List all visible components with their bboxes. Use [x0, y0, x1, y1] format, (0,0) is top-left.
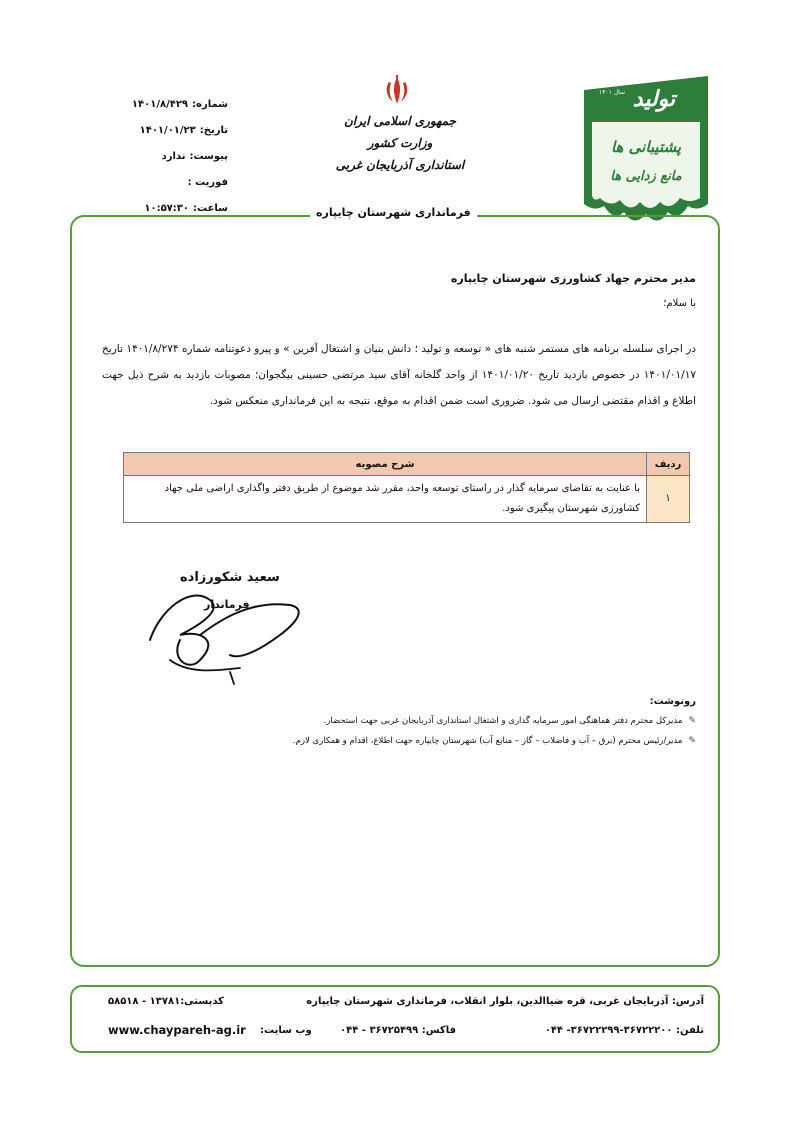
office-title: فرمانداری شهرستان چایپاره [310, 206, 477, 219]
letter-body: در اجرای سلسله برنامه های مستمر شنبه های « توسعه و تولید ؛ دانش بنیان و اشتغال آفرین » و پیرو دعوتنامه شماره ۱۴۰۱/۸/۲۷۴ تاریخ ۱۴۰۱/۰۱/۱۷ در خصوص بازدید تاریخ ۱۴۰۱/۰۱/۲۰ از واحد گلخانه آقای سید مرتضی حسینی بیگجوان؛ مصوبات بازدید به شرح ذیل جهت اطلاع و اقدام مقتضی ارسال می شود. ضروری است ضمن اقدام به موقع، نتیجه به این فرمانداری منعکس شود. [102, 343, 697, 407]
footer-phone: تلفن: ۳۶۷۲۲۲۰۰-۳۶۷۲۲۲۹۹- ۰۴۴ [544, 1025, 704, 1036]
signer-name: سعید شکورزاده [180, 570, 280, 585]
header-description: شرح مصوبه [124, 453, 647, 476]
footer-postal-code: کدپستی:۱۳۷۸۱ - ۵۸۵۱۸ [108, 996, 224, 1007]
resolutions-table [123, 452, 690, 523]
ministry-heading [320, 110, 480, 176]
signer-title: فرماندار [204, 598, 250, 611]
row-text: با عنایت به تقاضای سرمایه گذار در راستای توسعه واحد، مقرر شد موضوع از طریق دفتر واگذاری اراضی ملی جهاد کشاورزی شهرستان پیگیری شود. [124, 476, 647, 523]
meta-attachment: پیوست: ندارد [161, 151, 228, 162]
footer-website-label: وب سایت: [260, 1025, 312, 1036]
badge-line-2: پشتیبانی ها [610, 138, 682, 156]
heading-country: جمهوری اسلامی ایران [343, 114, 457, 128]
recipient: مدیر محترم جهاد کشاورزی شهرستان چایپاره [450, 272, 696, 285]
badge-line-3: مانع زدایی ها [610, 169, 682, 184]
cc-item [323, 716, 696, 726]
meta-number: شماره: ۱۴۰۱/۸/۴۲۹ [131, 99, 228, 110]
iran-emblem-icon [380, 74, 414, 108]
cc-item-text: مدیرکل محترم دفتر هماهنگی امور سرمایه گذاری و اشتغال استانداری آذربایجان غربی جهت استحضار. [323, 716, 683, 726]
heading-province: استانداری آذربایجان غربی [335, 158, 465, 172]
table-row [124, 476, 690, 523]
footer-address: آدرس: آذربایجان غربی، قره ضیاالدین، بلوار انقلاب، فرمانداری شهرستان چایپاره [306, 996, 704, 1007]
greeting: با سلام؛ [663, 298, 696, 309]
cc-label: رونوشت: [649, 696, 696, 707]
pen-icon: ✎ [688, 736, 696, 746]
table-header-row [124, 453, 690, 476]
badge-year: سال ۱۴۰۱ [598, 89, 626, 96]
cc-item [293, 736, 696, 746]
meta-date: تاریخ: ۱۴۰۱/۰۱/۲۳ [139, 125, 228, 136]
handwritten-signature [130, 580, 320, 690]
row-number: ۱ [647, 476, 690, 523]
pen-icon: ✎ [688, 716, 696, 726]
header-row-number: ردیف [647, 453, 690, 476]
letter-meta [118, 92, 228, 222]
footer-website-link[interactable]: www.chaypareh-ag.ir [108, 1023, 246, 1037]
footer-fax: فاکس: ۳۶۷۲۵۴۹۹ - ۰۴۴ [340, 1025, 456, 1036]
meta-time: ساعت: ۱۰:۵۷:۳۰ [144, 203, 228, 214]
year-slogan-badge [578, 72, 714, 230]
heading-ministry: وزارت کشور [367, 136, 433, 150]
footer [70, 985, 720, 1053]
badge-title: تولید [632, 86, 676, 112]
cc-item-text: مدیر/رئیس محترم (برق – آب و فاضلاب – گاز – منابع آب) شهرستان چایپاره جهت اطلاع، اقدام و همکاری لازم. [292, 736, 683, 746]
meta-urgency: فوریت : [187, 177, 228, 188]
